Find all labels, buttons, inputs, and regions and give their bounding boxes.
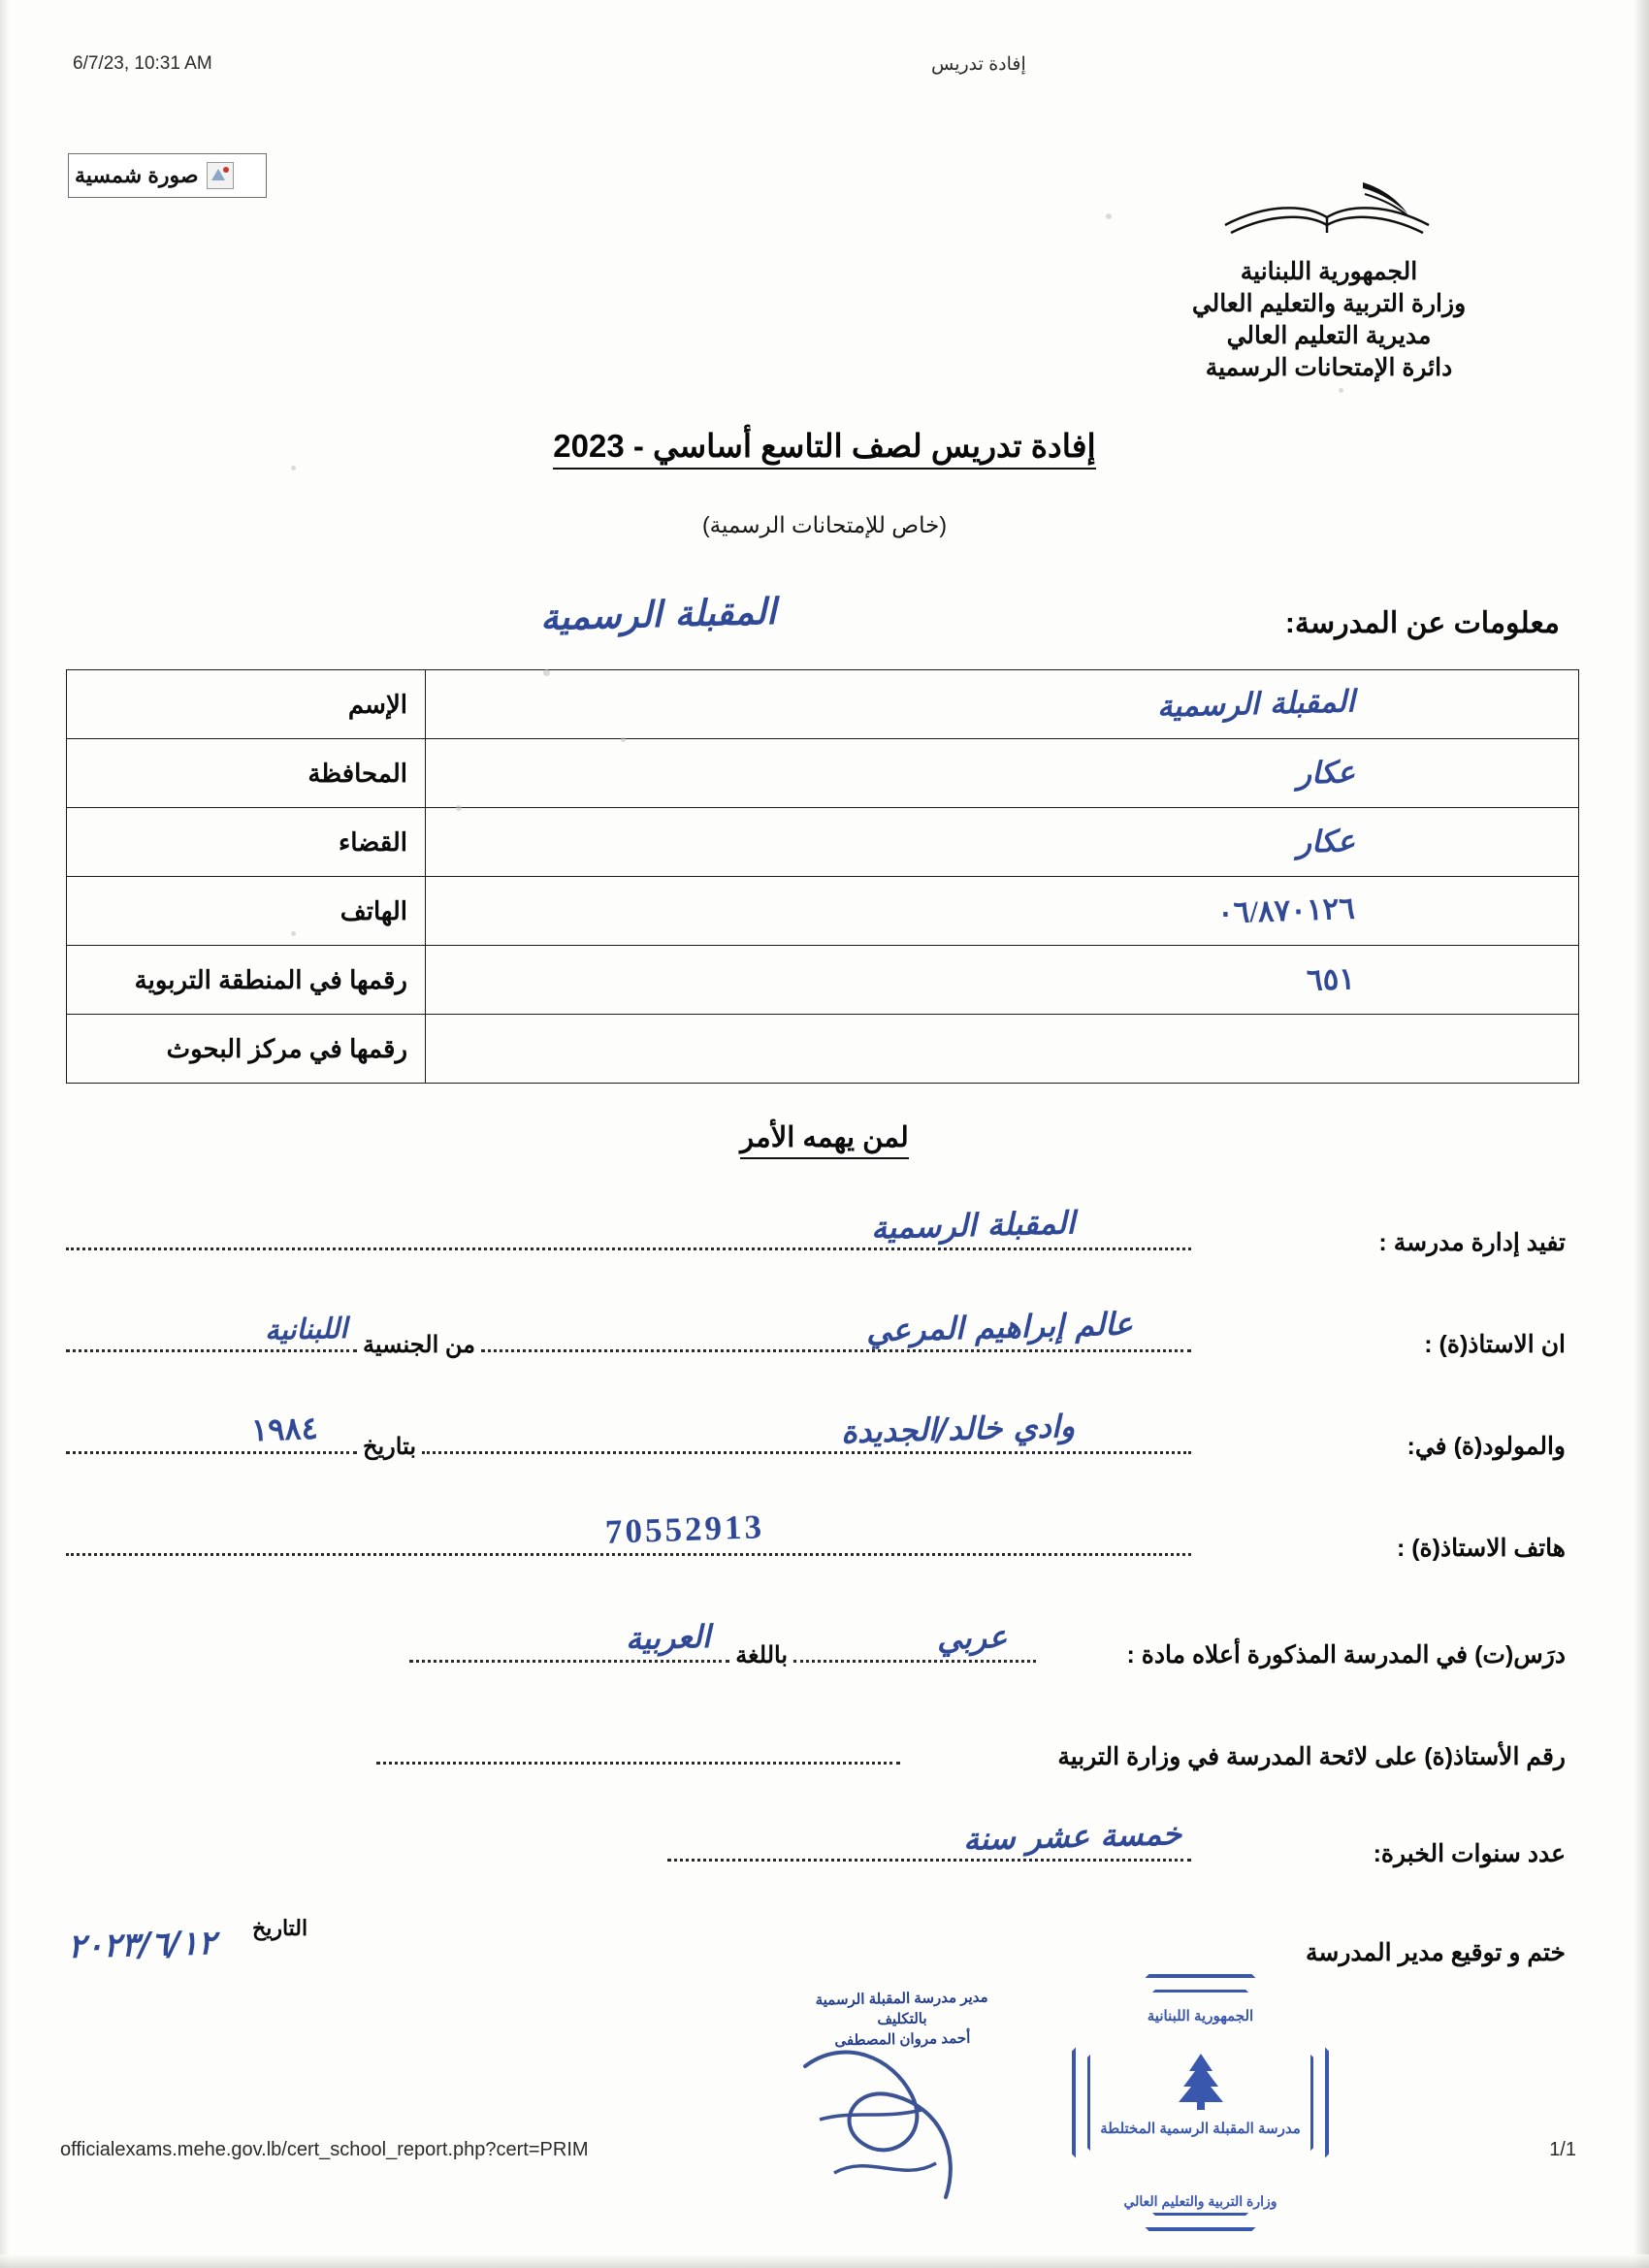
- to-whom-it-may-concern: [0, 1120, 1649, 1154]
- school-phone-value: ٠٦/٨٧٠١٢٦: [1216, 891, 1356, 930]
- school-field-value: المقبلة الرسمية: [870, 1204, 1076, 1247]
- language-line: [409, 1617, 729, 1663]
- scan-speck: [291, 466, 296, 470]
- scan-speck: [1339, 388, 1343, 393]
- print-date: 6/7/23, 10:31 AM: [73, 53, 212, 74]
- research-number-label: رقمها في مركز البحوث: [67, 1015, 426, 1084]
- ministry-header: [1116, 175, 1542, 384]
- ministry-line-1: الجمهورية اللبنانية: [1240, 258, 1418, 285]
- official-stamp: [1072, 1974, 1329, 2231]
- photo-placeholder-label: صورة شمسية: [75, 163, 199, 187]
- stamp-top-text: الجمهورية اللبنانية: [1147, 2008, 1254, 2025]
- scan-speck: [1106, 213, 1112, 219]
- seal-label: ختم و توقيع مدير المدرسة: [1306, 1939, 1566, 1966]
- table-row: [67, 946, 1579, 1015]
- school-field-label: تفيد إدارة مدرسة :: [1378, 1229, 1566, 1256]
- birth-date-line: [66, 1409, 357, 1454]
- district-value-cell: [426, 808, 1579, 877]
- experience-value: خمسة عشر سنة: [962, 1815, 1182, 1858]
- date-label: التاريخ: [252, 1916, 308, 1940]
- teacher-field-value: عالم إبراهيم المرعي: [865, 1305, 1134, 1349]
- table-row: [67, 670, 1579, 739]
- list-number-label: رقم الأستاذ(ة) على لائحة المدرسة في وزارة التربية: [1057, 1743, 1566, 1770]
- school-name-value-cell: [426, 670, 1579, 739]
- seal-area: [66, 1926, 1075, 1960]
- birth-date-value: ١٩٨٤: [250, 1409, 319, 1448]
- subject-label: درَس(ت) في المدرسة المذكورة أعلاه مادة :: [1126, 1641, 1566, 1669]
- school-name-label: الإسم: [67, 670, 426, 739]
- form-row-subject: [66, 1617, 1579, 1669]
- cedar-tree-icon: [1167, 2050, 1235, 2112]
- table-row: [67, 739, 1579, 808]
- form-row-experience: [66, 1815, 1579, 1868]
- subject-line: [793, 1618, 1036, 1663]
- school-name-value: المقبلة الرسمية: [1156, 684, 1356, 725]
- school-phone-label: الهاتف: [67, 877, 426, 946]
- scan-speck: [621, 737, 626, 742]
- teacher-phone-line: [66, 1507, 1191, 1556]
- form-row-teacher-phone: [66, 1507, 1579, 1563]
- region-number-value-cell: [426, 946, 1579, 1015]
- date-value-handwritten: ٢٠٢٣/٦/١٢: [67, 1924, 217, 1966]
- ministry-logo-icon: [1217, 175, 1440, 243]
- district-label: القضاء: [67, 808, 426, 877]
- governorate-value: عكار: [1296, 755, 1356, 792]
- signature-line-1: مدير مدرسة المقبلة الرسمية: [815, 1989, 988, 2009]
- subject-value: عربي: [936, 1618, 1008, 1657]
- signature-line-2: بالتكليف: [877, 2010, 927, 2028]
- school-info-table: [66, 669, 1579, 1084]
- birth-date-label: بتاريخ: [363, 1434, 416, 1460]
- table-row: [67, 808, 1579, 877]
- teacher-phone-label: هاتف الاستاذ(ة) :: [1396, 1535, 1566, 1562]
- district-value: عكار: [1296, 824, 1356, 860]
- school-field-line: [66, 1204, 1191, 1250]
- region-number-value: ٦٥١: [1306, 961, 1356, 997]
- teacher-field-line: [481, 1305, 1191, 1352]
- governorate-value-cell: [426, 739, 1579, 808]
- form-row-school: [66, 1204, 1579, 1257]
- print-footer-page: 1/1: [1549, 2139, 1576, 2160]
- teacher-phone-value: 70552913: [604, 1507, 765, 1551]
- signature-line-3: أحمد مروان المصطفى: [834, 2029, 971, 2050]
- school-name-handwritten: المقبلة الرسمية: [539, 590, 777, 639]
- stamp-bottom-text: وزارة التربية والتعليم العالي: [1123, 2193, 1277, 2209]
- nationality-field-label: من الجنسية: [363, 1332, 476, 1358]
- scan-edge-bottom: [0, 2254, 1649, 2268]
- birth-place-value: وادي خالد/الجديدة: [840, 1407, 1076, 1451]
- scan-speck: [456, 805, 462, 811]
- broken-image-icon: [207, 162, 234, 189]
- school-info-heading: معلومات عن المدرسة:: [1284, 607, 1560, 639]
- experience-label: عدد سنوات الخبرة:: [1373, 1840, 1566, 1867]
- birth-place-line: [422, 1407, 1191, 1454]
- ministry-line-2: وزارة التربية والتعليم العالي: [1191, 290, 1467, 317]
- nationality-field-line: [66, 1311, 357, 1352]
- list-number-line: [376, 1727, 900, 1765]
- nationality-field-value: اللبنانية: [264, 1311, 348, 1347]
- teacher-field-label: ان الاستاذ(ة) :: [1424, 1331, 1566, 1358]
- research-number-value-cell: [426, 1015, 1579, 1084]
- print-header-title: إفادة تدريس: [931, 54, 1026, 75]
- governorate-label: المحافظة: [67, 739, 426, 808]
- signature-scribble: [776, 2027, 1009, 2221]
- ministry-line-3: مديرية التعليم العالي: [1226, 322, 1432, 349]
- birth-place-label: والمولود(ة) في:: [1406, 1433, 1566, 1460]
- document-title: [0, 427, 1649, 465]
- document-subtitle: (خاص للإمتحانات الرسمية): [702, 512, 947, 537]
- phone-value-cell: [426, 877, 1579, 946]
- stamp-middle-text: مدرسة المقبلة الرسمية المختلطة: [1100, 2121, 1301, 2137]
- document-title-text: إفادة تدريس لصف التاسع أساسي - 2023: [553, 428, 1095, 470]
- form-row-list-number: [66, 1727, 1579, 1771]
- scan-speck: [291, 931, 296, 936]
- photo-placeholder-box: [68, 153, 267, 198]
- region-number-label: رقمها في المنطقة التربوية: [67, 946, 426, 1015]
- to-whom-text: لمن يهمه الأمر: [740, 1122, 909, 1159]
- language-label: باللغة: [735, 1642, 788, 1669]
- experience-line: [667, 1815, 1191, 1862]
- table-row: [67, 1015, 1579, 1084]
- ministry-line-4: دائرة الإمتحانات الرسمية: [1205, 354, 1453, 381]
- form-row-birth: [66, 1407, 1579, 1461]
- language-value: العربية: [625, 1617, 711, 1658]
- form-row-teacher: [66, 1305, 1579, 1359]
- scan-speck: [543, 669, 550, 676]
- print-footer-url: officialexams.mehe.gov.lb/cert_school_report.php?cert=PRIM: [60, 2139, 589, 2160]
